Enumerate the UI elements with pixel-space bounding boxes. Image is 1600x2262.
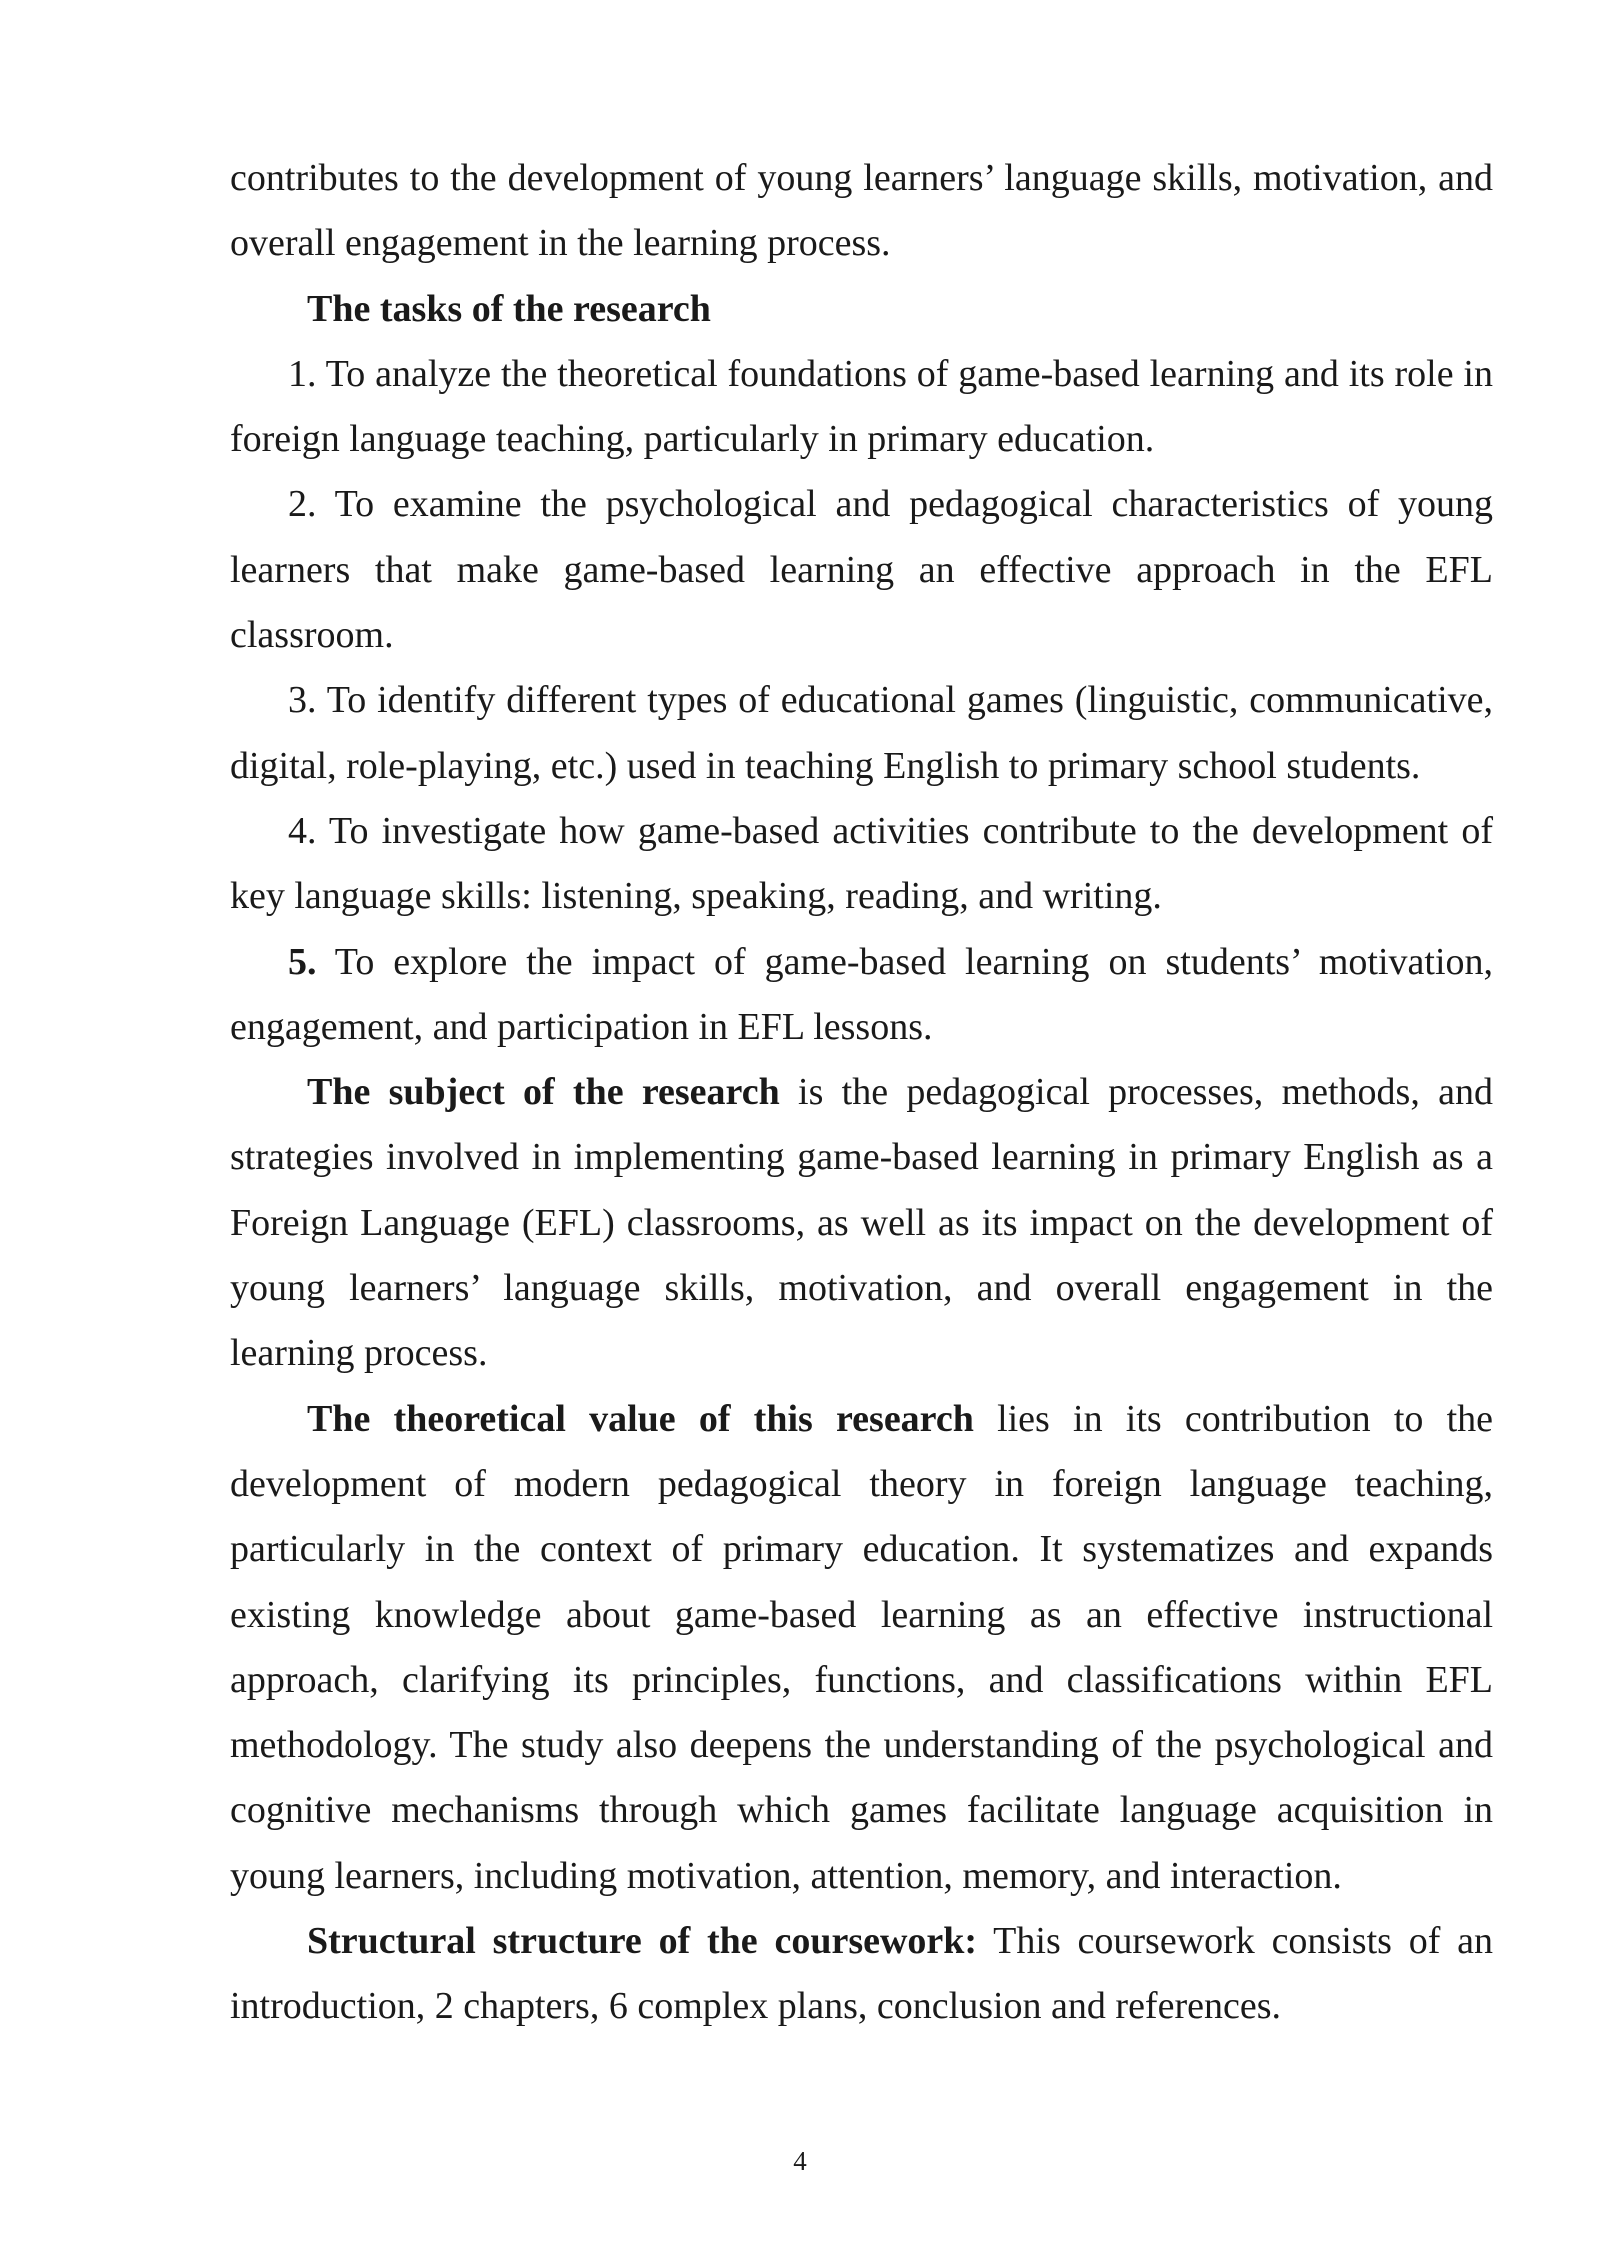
task-number: 3. bbox=[288, 679, 317, 722]
structure-label: Structural structure of the coursework: bbox=[307, 1920, 978, 1963]
page-number: 4 bbox=[793, 2146, 807, 2176]
task-number: 5. bbox=[288, 940, 317, 983]
tasks-heading: The tasks of the research bbox=[307, 287, 711, 330]
theoretical-value-paragraph bbox=[230, 1387, 1493, 1909]
subject-text: is the pedagogical processes, methods, and strategies involved in implementing game-based learning in primary English as a Foreign Language (EFL) classrooms, as well as its impact on the development of young learners’ language skills, motivation, and overall engagement in the learning process. bbox=[230, 1071, 1493, 1375]
intro-continuation-paragraph: contributes to the development of young learners’ language skills, motivation, and overall engagement in the learning process. bbox=[230, 157, 1493, 265]
task-item-1 bbox=[230, 342, 1493, 473]
task-text: To analyze the theoretical foundations of game-based learning and its role in foreign language teaching, particularly in primary education. bbox=[230, 352, 1493, 461]
task-number: 2. bbox=[288, 483, 317, 526]
task-text: To investigate how game-based activities contribute to the development of key language skills: listening, speaking, reading, and writing. bbox=[230, 809, 1493, 918]
task-item-4 bbox=[230, 799, 1493, 930]
theoretical-value-text: lies in its contribution to the development of modern pedagogical theory in foreign language teaching, particularly in the context of primary education. It systematizes and expands existing knowledge about game-based learning as an effective instructional approach, clarifying its principles, functions, and classifications within EFL methodology. The study also deepens the understanding of the psychological and cognitive mechanisms through which games facilitate language acquisition in young learners, including motivation, attention, memory, and interaction. bbox=[230, 1397, 1493, 1897]
task-item-3 bbox=[230, 668, 1493, 799]
task-item-5 bbox=[230, 930, 1493, 1061]
task-text: To explore the impact of game-based learning on students’ motivation, engagement, and participation in EFL lessons. bbox=[230, 940, 1493, 1048]
task-item-2 bbox=[230, 472, 1493, 668]
subject-paragraph bbox=[230, 1060, 1493, 1386]
theoretical-value-label: The theoretical value of this research bbox=[307, 1397, 974, 1440]
task-text: To examine the psychological and pedagogical characteristics of young learners that make game-based learning an effective approach in the EFL classroom. bbox=[230, 483, 1493, 657]
subject-label: The subject of the research bbox=[307, 1071, 780, 1114]
page-body bbox=[230, 146, 1493, 2040]
task-number: 1. bbox=[288, 352, 317, 395]
structure-paragraph bbox=[230, 1909, 1493, 2040]
structure-text: This coursework consists of an introduction, 2 chapters, 6 complex plans, conclusion and references. bbox=[230, 1920, 1494, 2028]
task-number: 4. bbox=[288, 809, 317, 852]
task-text: To identify different types of educational games (linguistic, communicative, digital, role-playing, etc.) used in teaching English to primary school students. bbox=[230, 679, 1493, 787]
